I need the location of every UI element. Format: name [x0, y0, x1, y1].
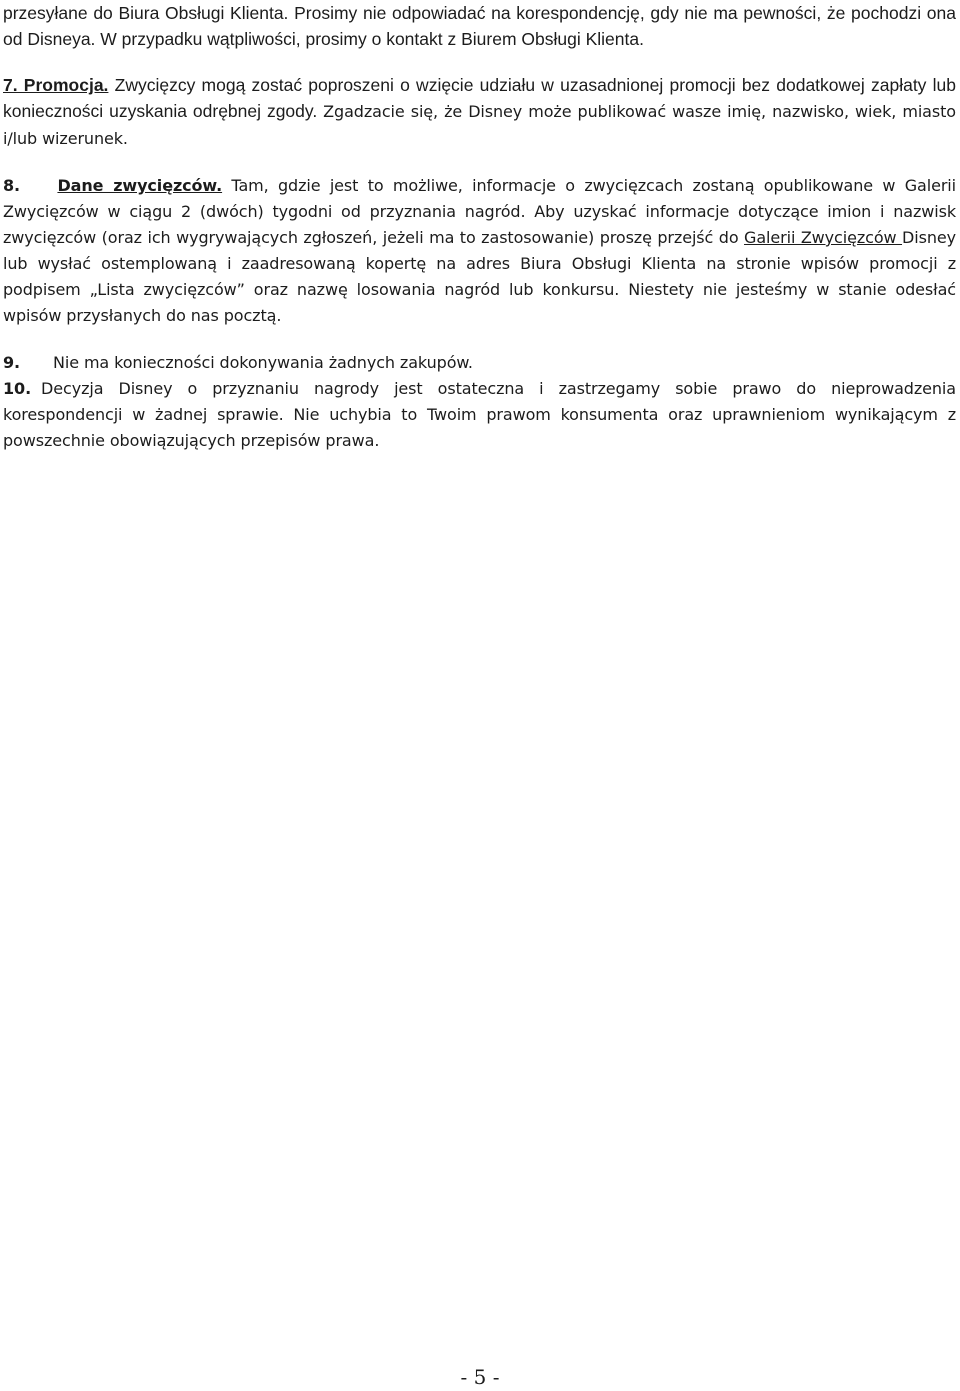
section-10-number: 10. — [3, 379, 32, 398]
section-8-heading: Dane zwycięzców. — [57, 176, 223, 195]
section-8-text-2: Disney lub wysłać ostemplowaną i zaadresowaną kopertę na adres Biura Obsługi Klienta na stronie wpisów promocji z podpisem „Lista zwycięzców” oraz nazwę losowania nagród lub konkursu. Niestety nie jesteśmy w stanie odesłać wpisów przysłanych do nas pocztą. — [3, 228, 956, 325]
section-9-paragraph — [3, 350, 956, 376]
section-8-text-1: Tam, gdzie jest to możliwe, informacje o zwycięzcach zostaną opublikowane w Galerii Zwycięzców w ciągu 2 (dwóch) tygodni od przyznania nagród. Aby uzyskać informacje dotyczące imion i nazwisk zwycięzców (oraz ich wygrywających zgłoszeń, jeżeli ma to zastosowanie) proszę przejść do — [3, 176, 956, 247]
intro-text: przesyłane do Biura Obsługi Klienta. Prosimy nie odpowiadać na korespondencję, gdy nie ma pewności, że pochodzi ona od Disneya. W przypadku wątpliwości, prosimy o kontakt z Biurem Obsługi Klienta. — [3, 3, 956, 49]
section-7-heading: 7. Promocja. — [3, 75, 109, 95]
section-9-number: 9. — [3, 353, 21, 372]
section-10-paragraph — [3, 376, 956, 454]
section-8-number: 8. — [3, 176, 21, 195]
intro-paragraph — [3, 0, 956, 52]
section-9-text: Nie ma konieczności dokonywania żadnych zakupów. — [53, 353, 473, 372]
document-page — [3, 0, 956, 454]
section-10-text: Decyzja Disney o przyznaniu nagrody jest ostateczna i zastrzegamy sobie prawo do nieprowadzenia korespondencji w żadnej sprawie. Nie uchybia to Twoim prawom konsumenta oraz uprawnieniom wynikającym z powszechnie obowiązujących przepisów prawa. — [3, 379, 956, 450]
section-7-text: Zwycięzcy mogą zostać poproszeni o wzięcie udziału w uzasadnionej promocji bez dodatkowej zapłaty lub konieczności uzyskania odrębnej zgody. — [3, 75, 956, 121]
winners-gallery-link[interactable]: Galerii Zwycięzców — [744, 228, 903, 247]
section-8-paragraph — [3, 173, 956, 329]
section-7-paragraph — [3, 72, 956, 152]
page-number: - 5 - — [460, 1365, 500, 1389]
section-7-text-continued: Zgadzacie się, że Disney może publikować wasze imię, nazwisko, wiek, miasto i/lub wizerunek. — [3, 102, 956, 148]
